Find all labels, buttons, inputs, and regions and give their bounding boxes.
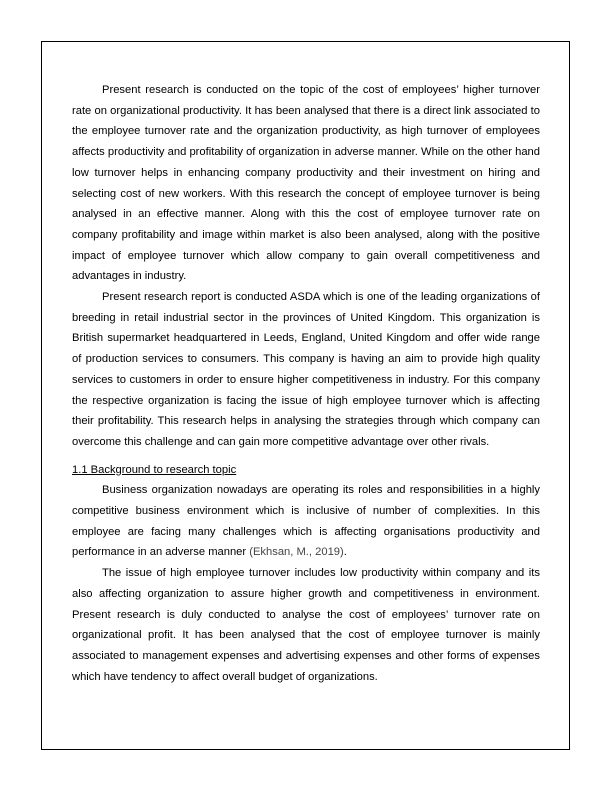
paragraph-intro: Present research is conducted on the topic of the cost of employees’ higher turnover rate on organizational productivity. It has been analysed that there is a direct link associated to the employee turnover rate and the organization productivity, as high turnover of employees affects productivity and profitability of organization in adverse manner. While on the other hand low turnover helps in enhancing company productivity and their investment on hiring and selecting cost of new workers. With this research the concept of employee turnover is being analysed in an effective manner. Along with this the cost of employee turnover rate on company profitability and image within market is also been analysed, along with the positive impact of employee turnover which allow company to gain overall competitiveness and advantages in industry. xyxy=(72,84,540,283)
paragraph-turnover-issue: The issue of high employee turnover includes low productivity within company and its also affecting organization to assure higher growth and competitiveness in environment. Present research is duly conducted to analyse the cost of employees’ turnover rate on organizational profit. It has been analysed that the cost of employee turnover is mainly associated to management expenses and advertising expenses and other forms of expenses which have tendency to affect overall budget of organizations. xyxy=(72,567,540,683)
document-body xyxy=(72,80,540,687)
section-heading: 1.1 Background to research topic xyxy=(72,463,237,476)
paragraph-background-text: Business organization nowadays are operating its roles and responsibilities in a highly competitive business environment which is inclusive of number of complexities. In this employee are facing many challenges which is affecting organisations productivity and performance in an adverse manner xyxy=(72,484,540,559)
citation: (Ekhsan, M., 2019) xyxy=(249,546,344,559)
paragraph-asda: Present research report is conducted ASDA which is one of the leading organizations of breeding in retail industrial sector in the provinces of United Kingdom. This organization is British supermarket headquartered in Leeds, England, United Kingdom and offer wide range of production services to consumers. This company is having an aim to provide high quality services to customers in order to ensure higher competitiveness in industry. For this company the respective organization is facing the issue of high employee turnover which is affecting their profitability. This research helps in analysing the strategies through which company can overcome this challenge and can gain more competitive advantage over other rivals. xyxy=(72,291,540,448)
paragraph-background-tail: . xyxy=(343,546,347,559)
paragraph-background xyxy=(72,480,540,563)
